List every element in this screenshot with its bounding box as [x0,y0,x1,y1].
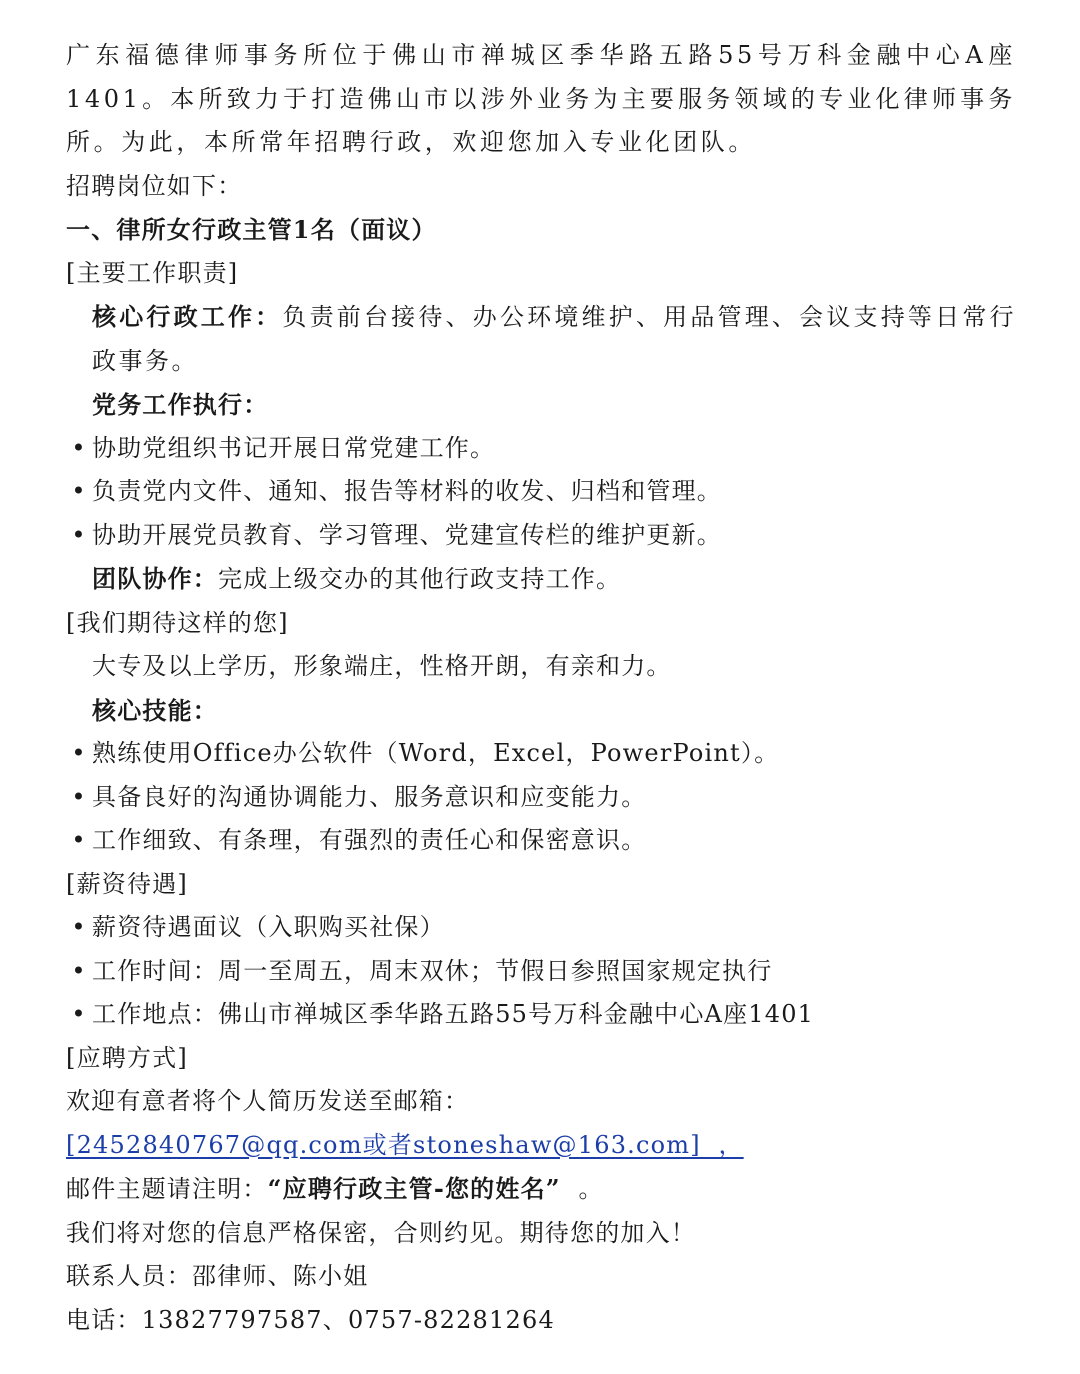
bullet-icon: • [71,520,87,549]
bullet-icon: • [71,477,87,505]
party-item [66,427,1016,471]
skill-item [66,732,1016,776]
party-item [66,470,1016,514]
subject-label: 邮件主题请注明： [66,1175,268,1203]
salary-item-text: 工作时间：周一至周五，周末双休；节假日参照国家规定执行 [92,956,773,985]
salary-item [66,950,1016,994]
core-duty-label: 核心行政工作： [92,302,283,331]
skill-item-text: 熟练使用Office办公软件（Word，Excel，PowerPoint）。 [92,739,780,767]
apply-send-text: 欢迎有意者将个人简历发送至邮箱： [66,1087,470,1115]
team-duty-text: 完成上级交办的其他行政支持工作。 [218,565,622,593]
party-duty-label: 党务工作执行： [92,390,269,419]
subject-end: 。 [560,1175,604,1203]
salary-item [66,906,1016,950]
core-duty-paragraph [66,295,1016,383]
party-item-text: 协助党组织书记开展日常党建工作。 [92,433,496,462]
skill-item-text: 工作细致、有条理，有强烈的责任心和保密意识。 [92,826,647,854]
party-item-text: 协助开展党员教育、学习管理、党建宣传栏的维护更新。 [92,520,722,549]
bullet-icon: • [71,433,87,462]
phone-text: 电话：13827797587、0757-82281264 [66,1305,555,1334]
bullet-icon: • [71,739,87,767]
bullet-icon: • [71,956,87,985]
contact-text: 联系人员：邵律师、陈小姐 [66,1262,369,1290]
position-title: 一、律所女行政主管1名（面议） [66,215,437,244]
expect-heading: [我们期待这样的您] [66,608,289,637]
skill-item [66,776,1016,820]
salary-heading: [薪资待遇] [66,869,188,898]
job-posting-document [66,34,1016,1342]
bullet-icon: • [71,913,87,941]
party-item [66,514,1016,558]
party-item-text: 负责党内文件、通知、报告等材料的收发、归档和管理。 [92,477,722,505]
bullet-icon: • [71,826,87,854]
positions-heading: 招聘岗位如下： [66,171,243,200]
core-duty-text: 负责前台接待、办公环境维护、用品管理、会议支持等日常行政事务。 [92,303,1017,375]
skill-item-text: 具备良好的沟通协调能力、服务意识和应变能力。 [92,782,647,811]
bullet-icon: • [71,1000,87,1028]
apply-heading: [应聘方式] [66,1043,188,1072]
skill-item [66,819,1016,863]
salary-item-text: 薪资待遇面议（入职购买社保） [92,913,445,941]
bullet-icon: • [71,782,87,811]
email-line [66,1124,1016,1168]
salary-item-text: 工作地点：佛山市禅城区季华路五路55号万科金融中心A座1401 [92,1000,815,1028]
duties-heading: [主要工作职责] [66,258,239,287]
subject-line [66,1167,1016,1212]
intro-paragraph: 广东福德律师事务所位于佛山市禅城区季华路五路55号万科金融中心A座1401。本所致力于打造佛山市以涉外业务为主要服务领域的专业化律师事务所。为此，本所常年招聘行政，欢迎您加入专业化团队。 [66,41,1016,156]
skills-label: 核心技能： [92,695,218,725]
expect-basic: 大专及以上学历，形象端庄，性格开朗，有亲和力。 [92,652,672,680]
email-link[interactable]: [2452840767@qq.com或者stoneshaw@163.com] ， [66,1130,744,1159]
subject-value: “应聘行政主管-您的姓名” [267,1174,561,1203]
salary-item [66,993,1016,1037]
team-duty-label: 团队协作： [92,564,218,593]
team-duty-line [66,557,1016,602]
privacy-text: 我们将对您的信息严格保密，合则约见。期待您的加入！ [66,1218,696,1247]
